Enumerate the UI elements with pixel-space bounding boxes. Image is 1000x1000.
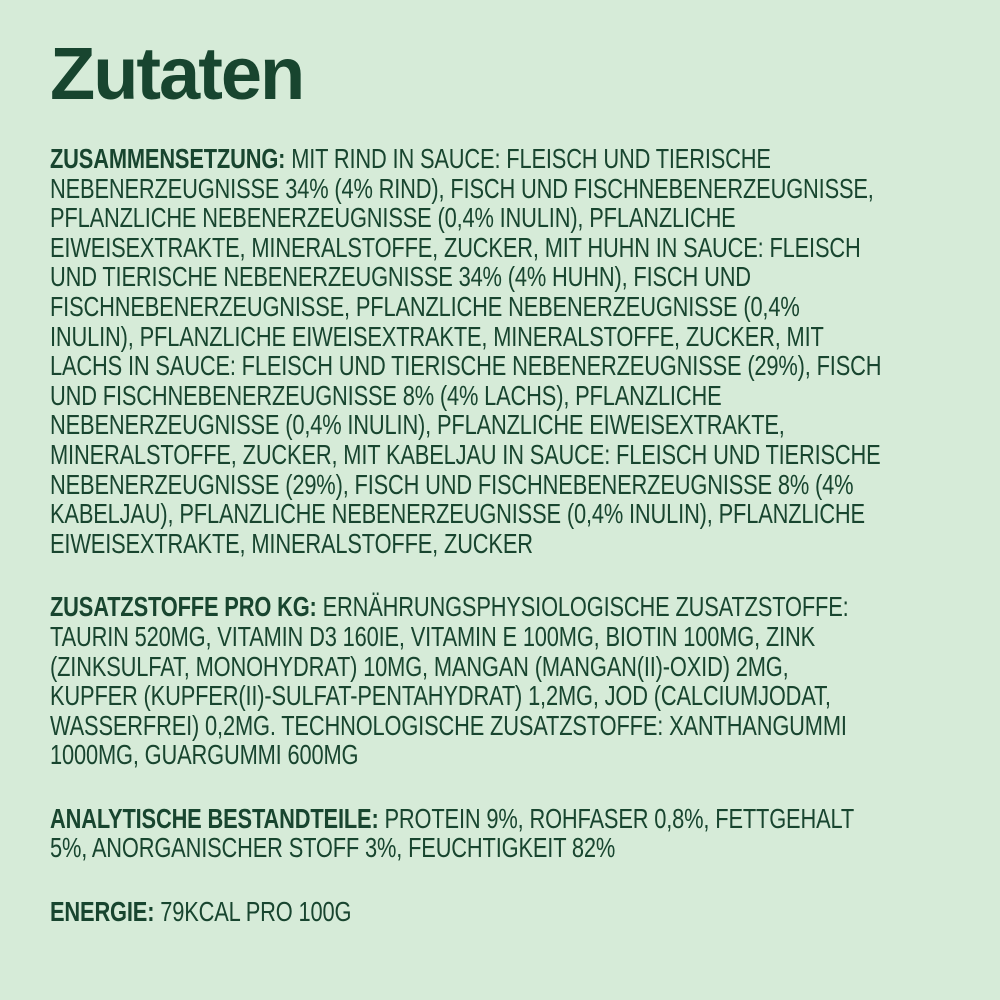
text-line bbox=[50, 804, 1000, 834]
text-line: UND FISCHNEBENERZEUGNISSE 8% (4% LACHS), PFLANZLICHE bbox=[50, 379, 722, 411]
text-line: KUPFER (KUPFER(II)-SULFAT-PENTAHYDRAT) 1,2MG, JOD (CALCIUMJODAT, bbox=[50, 680, 831, 712]
text-line-content: PROTEIN 9%, ROHFASER 0,8%, FETTGEHALT bbox=[384, 802, 855, 834]
text-line bbox=[50, 592, 1000, 622]
section-energie bbox=[50, 897, 1000, 927]
text-line: INULIN), PFLANZLICHE EIWEISEXTRAKTE, MINERALSTOFFE, ZUCKER, MIT bbox=[50, 320, 824, 352]
text-line: NEBENERZEUGNISSE (0,4% INULIN), PFLANZLICHE EIWEISEXTRAKTE, bbox=[50, 409, 785, 441]
text-line: TAURIN 520MG, VITAMIN D3 160IE, VITAMIN E 100MG, BIOTIN 100MG, ZINK bbox=[50, 620, 816, 652]
text-line: KABELJAU), PFLANZLICHE NEBENERZEUGNISSE (0,4% INULIN), PFLANZLICHE bbox=[50, 498, 865, 530]
text-line-content: ERNÄHRUNGSPHYSIOLOGISCHE ZUSATZSTOFFE: bbox=[322, 591, 849, 623]
text-line: 5%, ANORGANISCHER STOFF 3%, FEUCHTIGKEIT 82% bbox=[50, 832, 616, 864]
text-line: MINERALSTOFFE, ZUCKER, MIT KABELJAU IN SAUCE: FLEISCH UND TIERISCHE bbox=[50, 438, 881, 470]
label-text-block bbox=[50, 144, 1000, 927]
text-line bbox=[50, 897, 1000, 927]
section-zusatzstoffe bbox=[50, 592, 1000, 770]
text-line bbox=[50, 144, 1000, 174]
text-line-content: 79KCAL PRO 100G bbox=[160, 896, 352, 928]
text-line: LACHS IN SAUCE: FLEISCH UND TIERISCHE NEBENERZEUGNISSE (29%), FISCH bbox=[50, 350, 882, 382]
section-label-zusatzstoffe: ZUSATZSTOFFE PRO KG: bbox=[50, 591, 317, 623]
section-label-energie: ENERGIE: bbox=[50, 896, 155, 928]
text-line: FISCHNEBENERZEUGNISSE, PFLANZLICHE NEBENERZEUGNISSE (0,4% bbox=[50, 290, 800, 322]
text-line: WASSERFREI) 0,2MG. TECHNOLOGISCHE ZUSATZSTOFFE: XANTHANGUMMI bbox=[50, 709, 847, 741]
section-zusammensetzung bbox=[50, 144, 1000, 558]
page-title: Zutaten bbox=[50, 32, 304, 115]
section-label-analytische-bestandteile: ANALYTISCHE BESTANDTEILE: bbox=[50, 802, 379, 834]
section-analytische-bestandteile bbox=[50, 804, 1000, 863]
text-line: 1000MG, GUARGUMMI 600MG bbox=[50, 739, 359, 771]
section-label-zusammensetzung: ZUSAMMENSETZUNG: bbox=[50, 143, 286, 174]
text-line: NEBENERZEUGNISSE 34% (4% RIND), FISCH UND FISCHNEBENERZEUGNISSE, bbox=[50, 172, 874, 204]
text-line: NEBENERZEUGNISSE (29%), FISCH UND FISCHNEBENERZEUGNISSE 8% (4% bbox=[50, 468, 854, 500]
text-line-content: MIT RIND IN SAUCE: FLEISCH UND TIERISCHE bbox=[291, 143, 771, 174]
text-line: EIWEISEXTRAKTE, MINERALSTOFFE, ZUCKER, MIT HUHN IN SAUCE: FLEISCH bbox=[50, 231, 861, 263]
text-line: PFLANZLICHE NEBENERZEUGNISSE (0,4% INULIN), PFLANZLICHE bbox=[50, 202, 736, 234]
text-line: EIWEISEXTRAKTE, MINERALSTOFFE, ZUCKER bbox=[50, 527, 533, 559]
text-line: UND TIERISCHE NEBENERZEUGNISSE 34% (4% HUHN), FISCH UND bbox=[50, 261, 751, 293]
text-line: (ZINKSULFAT, MONOHYDRAT) 10MG, MANGAN (MANGAN(II)-OXID) 2MG, bbox=[50, 650, 789, 682]
